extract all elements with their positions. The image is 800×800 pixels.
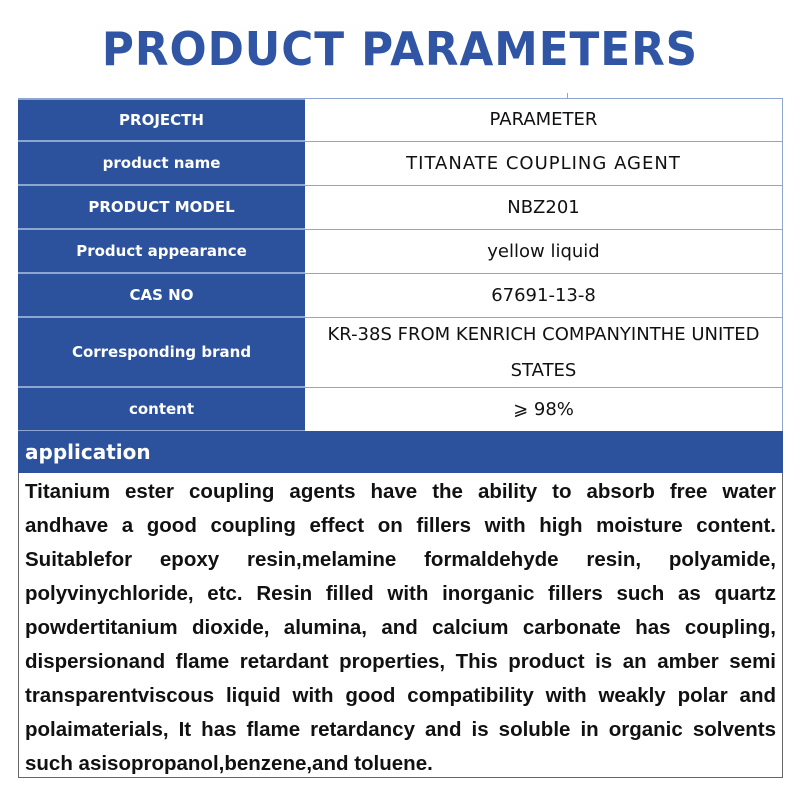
value-corresponding-brand: KR-38S FROM KENRICH COMPANYINTHE UNITED STATES — [305, 318, 783, 388]
value-product-model: NBZ201 — [305, 186, 783, 230]
label-content: content — [18, 388, 305, 432]
application-line: such asisopropanol,benzene,and toluene. — [25, 752, 433, 775]
application-line: Titanium ester coupling agents have the ability to absorb free water — [25, 480, 776, 503]
application-line: andhave a good coupling effect on fillers with high moisture content. — [25, 514, 776, 537]
application-line: dispersionand flame retardant properties, This product is an amber semi — [25, 650, 776, 673]
column-header-project: PROJECTH — [18, 98, 305, 142]
table-row-product-model — [18, 186, 783, 230]
table-row-product-name — [18, 142, 783, 186]
value-content: ⩾ 98% — [305, 388, 783, 432]
label-appearance: Product appearance — [18, 230, 305, 274]
table-row-brand — [18, 318, 783, 388]
application-line: powdertitanium dioxide, alumina, and calcium carbonate has coupling, — [25, 616, 776, 639]
application-line: transparentviscous liquid with good compatibility with weakly polar and — [25, 684, 776, 707]
column-header-parameter: PARAMETER — [305, 98, 783, 142]
application-line: Suitablefor epoxy resin,melamine formaldehyde resin, polyamide, — [25, 548, 776, 571]
label-product-name: product name — [18, 142, 305, 186]
application-header: application — [18, 431, 783, 473]
label-product-model: PRODUCT MODEL — [18, 186, 305, 230]
parameters-table — [18, 98, 783, 432]
page-title: PRODUCT PARAMETERS — [101, 22, 699, 76]
value-cas-no: 67691-13-8 — [305, 274, 783, 318]
label-cas-no: CAS NO — [18, 274, 305, 318]
value-product-name: TITANATE COUPLING AGENT — [305, 142, 783, 186]
table-row-cas — [18, 274, 783, 318]
table-row-content — [18, 388, 783, 432]
application-line: polaimaterials, It has flame retardancy and is soluble in organic solvents — [25, 718, 776, 741]
label-corresponding-brand: Corresponding brand — [18, 318, 305, 388]
application-description — [18, 473, 783, 778]
table-row-header — [18, 98, 783, 142]
value-appearance: yellow liquid — [305, 230, 783, 274]
table-row-appearance — [18, 230, 783, 274]
application-line: polyvinychloride, etc. Resin filled with inorganic fillers such as quartz — [25, 582, 776, 605]
